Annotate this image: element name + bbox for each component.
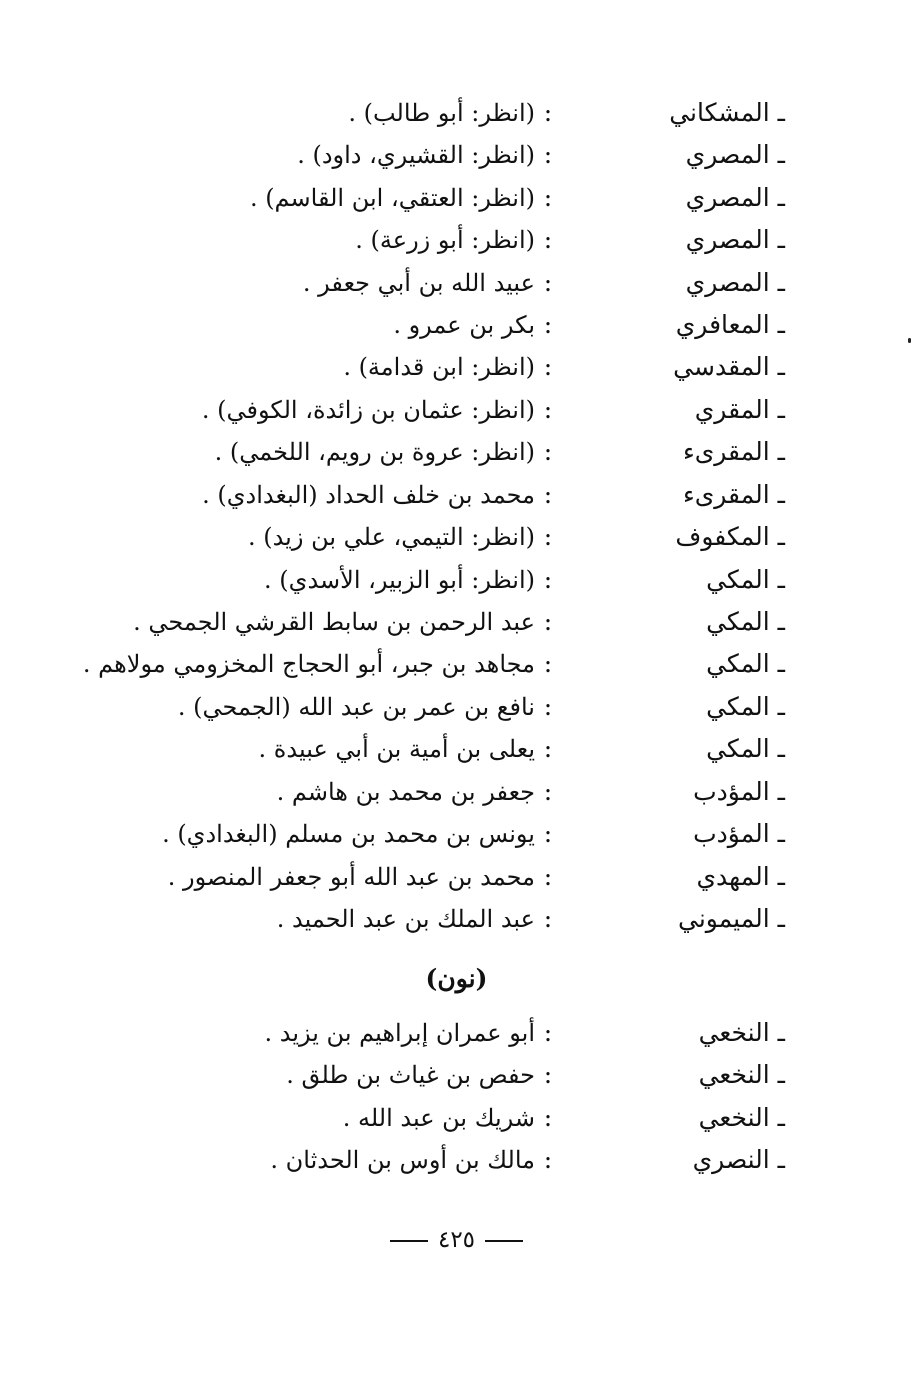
nisba-name: ـ المشكاني [669,98,785,127]
separator-colon: : [543,352,553,381]
person-reference: (انظر: القشيري، داود) . [297,141,535,169]
separator-colon: : [543,183,553,212]
nisba-name: ـ المكي [706,692,785,721]
separator-colon: : [543,310,553,339]
separator-colon: : [543,437,553,466]
list-item [0,1097,913,1139]
separator-colon: : [543,395,553,424]
list-item [0,728,913,770]
person-reference: أبو عمران إبراهيم بن يزيد . [264,1019,535,1047]
list-item [0,304,913,346]
list-item [0,1054,913,1096]
separator-colon: : [543,140,553,169]
nisba-name: ـ المصري [685,225,785,254]
person-reference: نافع بن عمر بن عبد الله (الجمحي) . [177,693,535,721]
list-item [0,134,913,176]
separator-colon: : [543,225,553,254]
person-reference: (انظر: أبو طالب) . [348,99,535,127]
person-reference: عبد الملك بن عبد الحميد . [276,905,535,933]
person-reference: شريك بن عبد الله . [342,1104,535,1132]
nisba-name: ـ المقرىء [682,437,785,466]
nisba-name: ـ النصري [692,1145,785,1174]
list-item [0,219,913,261]
nisba-name: ـ المؤدب [693,777,785,806]
nisba-name: ـ النخعي [698,1018,785,1047]
list-item [0,474,913,516]
list-item [0,516,913,558]
separator-colon: : [543,480,553,509]
nisba-name: ـ الميموني [678,904,785,933]
page-number [0,1222,913,1258]
nisba-name: ـ النخعي [698,1060,785,1089]
separator-colon: : [543,734,553,763]
person-reference: مجاهد بن جبر، أبو الحجاج المخزومي مولاهم . [82,650,535,678]
list-item [0,813,913,855]
person-reference: عبيد الله بن أبي جعفر . [302,269,535,297]
person-reference: محمد بن عبد الله أبو جعفر المنصور . [167,863,535,891]
person-reference: (انظر: أبو الزبير، الأسدي) . [264,566,535,594]
nisba-name: ـ المؤدب [693,819,785,848]
nisba-name: ـ المعافري [675,310,785,339]
person-reference: يونس بن محمد بن مسلم (البغدادي) . [162,820,535,848]
separator-colon: : [543,1103,553,1132]
section-heading-noon: (نون) [425,964,488,993]
person-reference: (انظر: العتقي، ابن القاسم) . [249,184,535,212]
separator-colon: : [543,777,553,806]
separator-colon: : [543,692,553,721]
separator-colon: : [543,98,553,127]
list-item [0,898,913,940]
nisba-name: ـ المكفوف [675,522,785,551]
person-reference: جعفر بن محمد بن هاشم . [276,778,535,806]
page-number-text: ٤٢٥ [437,1227,476,1253]
nisba-name: ـ المكي [706,734,785,763]
list-item [0,1139,913,1181]
list-item [0,262,913,304]
person-reference: عبد الرحمن بن سابط القرشي الجمحي . [133,608,535,636]
nisba-name: ـ المصري [685,183,785,212]
nisba-name: ـ المقدسي [673,352,785,381]
person-reference: (انظر: أبو زرعة) . [355,226,535,254]
separator-colon: : [543,649,553,678]
person-reference: مالك بن أوس بن الحدثان . [270,1146,535,1174]
person-reference: يعلى بن أمية بن أبي عبيدة . [258,735,535,763]
list-item [0,389,913,431]
list-item [0,686,913,728]
list-item [0,559,913,601]
list-item [0,92,913,134]
nisba-name: ـ المكي [706,607,785,636]
separator-colon: : [543,268,553,297]
separator-colon: : [543,819,553,848]
person-reference: محمد بن خلف الحداد (البغدادي) . [202,481,535,509]
scan-edge-mark [908,338,911,343]
separator-colon: : [543,1018,553,1047]
right-dash [485,1240,523,1242]
nisba-name: ـ المكي [706,649,785,678]
nisba-name: ـ المكي [706,565,785,594]
nisba-name: ـ المقري [694,395,785,424]
separator-colon: : [543,904,553,933]
separator-colon: : [543,1145,553,1174]
left-dash [390,1240,428,1242]
list-item [0,1012,913,1054]
list-item [0,643,913,685]
person-reference: (انظر: عروة بن رويم، اللخمي) . [214,438,535,466]
list-item [0,346,913,388]
list-item [0,431,913,473]
nisba-name: ـ النخعي [698,1103,785,1132]
list-item [0,177,913,219]
person-reference: (انظر: ابن قدامة) . [343,353,535,381]
list-item [0,856,913,898]
person-reference: (انظر: التيمي، علي بن زيد) . [247,523,535,551]
separator-colon: : [543,862,553,891]
separator-colon: : [543,565,553,594]
list-item [0,601,913,643]
nisba-name: ـ المصري [685,268,785,297]
separator-colon: : [543,522,553,551]
separator-colon: : [543,607,553,636]
separator-colon: : [543,1060,553,1089]
person-reference: (انظر: عثمان بن زائدة، الكوفي) . [201,396,535,424]
nisba-name: ـ المقرىء [682,480,785,509]
nisba-name: ـ المصري [685,140,785,169]
person-reference: حفص بن غياث بن طلق . [286,1061,535,1089]
person-reference: بكر بن عمرو . [393,311,535,339]
nisba-name: ـ المهدي [696,862,785,891]
list-item [0,771,913,813]
